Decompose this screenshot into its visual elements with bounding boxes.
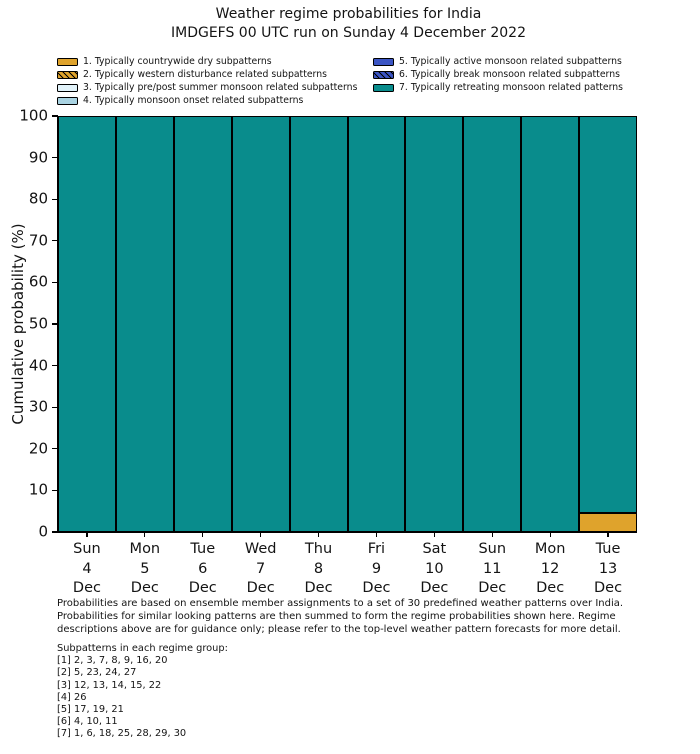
x-tick-label-line: Sun: [73, 541, 101, 557]
bar-wed-7-dec: [232, 116, 290, 532]
x-tick-label-line: Sat: [422, 541, 447, 557]
subpatterns-group-5: [5] 17, 19, 21: [57, 704, 124, 716]
y-tick-label: 100: [19, 106, 48, 125]
x-tick-label-line: Dec: [478, 580, 507, 596]
plot-area: [9, 106, 637, 596]
y-tick-label: 10: [28, 480, 48, 499]
legend-item-regime-2: [57, 68, 373, 81]
y-tick-label: 50: [28, 314, 48, 333]
subpatterns-group-7: [7] 1, 6, 18, 25, 28, 29, 30: [57, 728, 187, 740]
x-tick-label-line: Dec: [304, 580, 333, 596]
bar-mon-12-dec: [521, 116, 579, 532]
x-tick-label-line: Sun: [478, 541, 507, 557]
y-tick-label: 60: [28, 272, 48, 291]
subpatterns-group-2: [2] 5, 23, 24, 27: [57, 667, 137, 679]
bars-container: [58, 116, 637, 532]
subpatterns-group-1: [1] 2, 3, 7, 8, 9, 16, 20: [57, 655, 168, 667]
subpatterns-group-3: [3] 12, 13, 14, 15, 22: [57, 679, 162, 691]
y-tick-mark: [52, 531, 59, 532]
bar-segment-7: [463, 116, 521, 532]
x-tick-label-line: Dec: [536, 580, 565, 596]
x-tick-label-line: Tue: [595, 541, 621, 557]
x-tick-label-line: 11: [483, 560, 502, 577]
legend-swatch-regime-2-icon: [57, 71, 78, 79]
legend-swatch-regime-7-icon: [373, 84, 394, 92]
bar-segment-7: [405, 116, 463, 532]
x-tick-label-line: 7: [256, 560, 266, 577]
x-tick-label: [245, 540, 277, 599]
y-tick-label: 90: [28, 148, 48, 167]
x-tick-label-line: 5: [140, 560, 150, 577]
legend-item-regime-6: [373, 68, 623, 81]
x-tick-label-line: Fri: [367, 541, 386, 557]
bar-segment-7: [348, 116, 406, 532]
y-tick-label: 40: [28, 356, 48, 375]
chart-title-block: [0, 5, 697, 42]
x-tick-label: [535, 540, 566, 599]
x-tick-mark: [550, 532, 551, 537]
y-tick-mark: [52, 115, 59, 116]
x-tick-mark: [318, 532, 319, 537]
y-tick-mark: [52, 490, 59, 491]
x-tick-label: [420, 540, 448, 599]
x-tick-label: [305, 540, 333, 599]
x-tick-label-line: Mon: [534, 541, 566, 557]
legend-label-regime-5: 5. Typically active monsoon related subpatterns: [399, 56, 622, 67]
x-tick-label-line: Wed: [244, 541, 277, 557]
y-tick-mark: [52, 157, 59, 158]
legend-swatch-regime-6-icon: [373, 71, 394, 79]
legend-swatch-regime-3-icon: [57, 84, 78, 92]
x-tick-label-line: Dec: [420, 580, 449, 596]
bar-segment-7: [58, 116, 116, 532]
y-tick-label: 20: [28, 439, 48, 458]
subpatterns-heading: Subpatterns in each regime group:: [57, 643, 228, 654]
subpatterns-group-4: [4] 26: [57, 691, 87, 703]
x-tick-label: [478, 540, 506, 599]
x-tick-mark: [260, 532, 261, 537]
legend-label-regime-7: 7. Typically retreating monsoon related patterns: [399, 82, 624, 93]
chart-legend: [57, 55, 657, 107]
x-tick-label: [362, 540, 390, 599]
x-tick-label-line: 6: [198, 560, 208, 577]
x-tick-label-line: Dec: [594, 580, 623, 596]
footnote: [57, 597, 697, 636]
bar-segment-7: [579, 116, 637, 513]
subpatterns-block: [57, 643, 457, 741]
x-tick-label-line: 13: [598, 560, 618, 577]
chart-subtitle: IMDGEFS 00 UTC run on Sunday 4 December 2022: [170, 24, 526, 41]
x-tick-mark: [376, 532, 377, 537]
bar-segment-7: [232, 116, 290, 532]
bar-sun-11-dec: [463, 116, 521, 532]
y-tick-mark: [52, 448, 59, 449]
legend-label-regime-1: 1. Typically countrywide dry subpatterns: [83, 56, 272, 67]
x-tick-mark: [492, 532, 493, 537]
x-tick-label-line: Mon: [129, 541, 161, 557]
legend-item-regime-5: [373, 55, 623, 68]
x-tick-label: [73, 540, 101, 599]
legend-item-regime-4: [57, 94, 373, 107]
y-tick-label: 80: [28, 189, 48, 208]
y-axis-label: Cumulative probability (%): [9, 223, 27, 425]
y-tick-label: 30: [28, 397, 48, 416]
y-tick-label: 70: [28, 231, 48, 250]
bar-tue-13-dec: [579, 116, 637, 532]
legend-swatch-regime-1-icon: [57, 58, 78, 66]
y-tick-mark: [52, 407, 59, 408]
legend-item-regime-1: [57, 55, 373, 68]
bar-segment-7: [290, 116, 348, 532]
legend-swatch-regime-4-icon: [57, 97, 78, 105]
x-tick-label-line: 9: [371, 560, 382, 577]
bar-segment-1: [579, 513, 637, 532]
x-tick-label-line: Dec: [188, 580, 217, 596]
x-tick-mark: [86, 532, 87, 537]
x-tick-label-line: 10: [425, 560, 444, 577]
legend-label-regime-4: 4. Typically monsoon onset related subpatterns: [83, 95, 304, 106]
x-tick-label-line: Dec: [72, 580, 101, 596]
x-tick-mark: [144, 532, 145, 537]
x-tick-label-line: Dec: [362, 580, 391, 596]
bar-segment-7: [521, 116, 579, 532]
bar-sat-10-dec: [405, 116, 463, 532]
bar-segment-7: [116, 116, 174, 532]
legend-label-regime-3: 3. Typically pre/post summer monsoon related subpatterns: [83, 82, 358, 93]
y-tick-mark: [52, 240, 59, 241]
x-tick-label: [594, 540, 622, 599]
bar-mon-5-dec: [116, 116, 174, 532]
bar-segment-7: [174, 116, 232, 532]
y-tick-label: 0: [38, 522, 48, 541]
x-tick-label-line: Tue: [190, 541, 216, 557]
legend-column-2: [373, 55, 623, 107]
y-tick-mark: [52, 282, 59, 283]
x-tick-mark: [434, 532, 435, 537]
subpatterns-group-6: [6] 4, 10, 11: [57, 716, 118, 728]
legend-label-regime-6: 6. Typically break monsoon related subpatterns: [399, 69, 620, 80]
y-tick-mark: [52, 323, 59, 324]
footnote-line-2: Probabilities for similar looking patterns are then summed to form the regime probabilities shown here. Regime: [57, 611, 616, 622]
footnote-line-3: descriptions above are for guidance only; please refer to the top-level weather pattern forecasts for more detail.: [57, 624, 621, 635]
x-tick-mark: [607, 532, 608, 537]
legend-label-regime-2: 2. Typically western disturbance related subpatterns: [83, 69, 327, 80]
bar-tue-6-dec: [174, 116, 232, 532]
chart-title: Weather regime probabilities for India: [215, 6, 482, 22]
y-tick-mark: [52, 365, 59, 366]
bar-sun-4-dec: [58, 116, 116, 532]
x-tick-label-line: 4: [82, 560, 92, 577]
x-tick-label-line: Dec: [130, 580, 159, 596]
x-tick-label-line: 8: [313, 560, 324, 577]
bar-fri-9-dec: [348, 116, 406, 532]
x-tick-label-line: Dec: [246, 580, 275, 596]
x-tick-label-line: 12: [540, 560, 560, 577]
x-tick-mark: [202, 532, 203, 537]
bar-thu-8-dec: [290, 116, 348, 532]
legend-column-1: [57, 55, 373, 107]
legend-item-regime-3: [57, 81, 373, 94]
x-tick-label: [189, 540, 217, 599]
y-tick-mark: [52, 199, 59, 200]
legend-swatch-regime-5-icon: [373, 58, 394, 66]
x-tick-label: [130, 540, 161, 599]
legend-item-regime-7: [373, 81, 623, 94]
x-tick-label-line: Thu: [304, 541, 333, 557]
footnote-line-1: Probabilities are based on ensemble member assignments to a set of 30 predefined weather patterns over India.: [57, 598, 624, 609]
